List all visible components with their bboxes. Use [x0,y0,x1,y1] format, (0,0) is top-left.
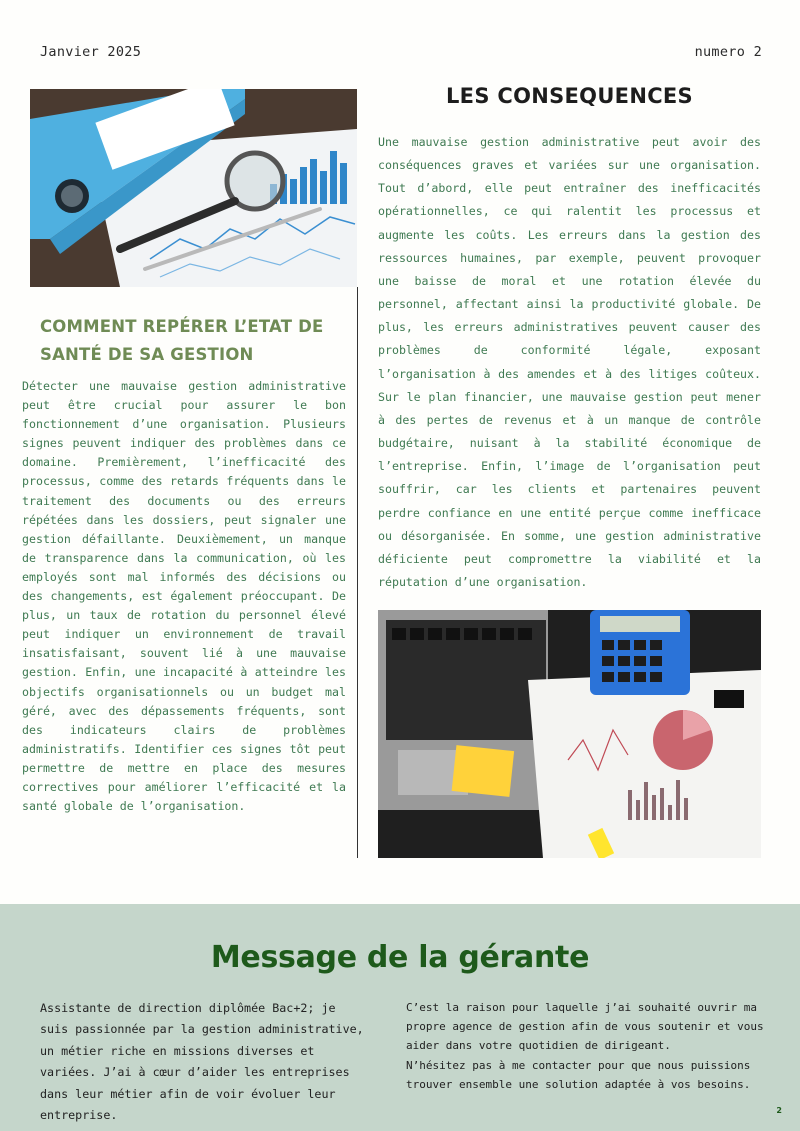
left-section-body: Détecter une mauvaise gestion administrative peut être crucial pour assurer le bon fonctionnement d’une organisation. Plusieurs signes peuvent indiquer des problèmes dans ce domaine. Premièrement, l’inefficacité des processus, comme des retards fréquents dans le traitement des documents ou des erreurs répétées dans les dossiers, peut signaler une gestion défaillante. Deuxièmement, un manque de transparence dans la communication, où les employés sont mal informés des décisions ou des changements, est également préoccupant. De plus, un taux de rotation du personnel élevé peut indiquer un environnement de travail insatisfaisant, souvent lié à une mauvaise gestion. Enfin, une incapacité à atteindre les objectifs organisationnels ou un budget mal géré, avec des dépassements fréquents, sont des indicateurs clairs de problèmes administratifs. Identifier ces signes tôt peut permettre de mettre en place des mesures correctives pour améliorer l’efficacité et la santé globale de l’organisation. [22,379,346,814]
message-right-text [406,998,764,1094]
right-section-title: LES CONSEQUENCES [446,84,693,108]
column-divider [357,287,358,858]
laptop-calculator-photo [378,610,761,858]
message-title: Message de la gérante [210,940,590,975]
message-left-text: Assistante de direction diplômée Bac+2; je suis passionnée par la gestion administrative, un métier riche en missions diverses et variées. J’ai à cœur d’aider les entreprises dans leur métier afin de voir évoluer leur entreprise. [40,1001,364,1123]
left-section-title: COMMENT REPÉRER L’ETAT DE SANTÉ DE SA GESTION [40,317,324,364]
message-right-paragraph-1: C’est la raison pour laquelle j’ai souhaité ouvrir ma propre agence de gestion afin de vous soutenir et vous aider dans votre quotidien de dirigeant. [406,1001,764,1053]
right-section-body: Une mauvaise gestion administrative peut avoir des conséquences graves et variées sur une organisation. Tout d’abord, elle peut entraîner des inefficacités opérationnelles, ce qui ralentit les processus et augmente les coûts. Les erreurs dans la gestion des ressources humaines, par exemple, peuvent provoquer une baisse de moral et une rotation élevée du personnel, affectant ainsi la productivité globale. De plus, les erreurs administratives peuvent causer des problèmes de conformité légale, exposant l’organisation à des amendes et à des litiges coûteux. Sur le plan financier, une mauvaise gestion peut mener à des pertes de revenus et à un manque de contrôle budgétaire, nuisant à la stabilité économique de l’entreprise. Enfin, l’image de l’organisation peut souffrir, car les clients et partenaires peuvent perdre confiance en une entité perçue comme inefficace ou désorganisée. En somme, une gestion administrative déficiente peut compromettre la viabilité et la réputation d’une organisation. [378,135,761,589]
page-number: 2 [776,1106,782,1115]
issue-number: numero 2 [694,44,762,60]
message-right-paragraph-2: N’hésitez pas à me contacter pour que nous puissions trouver ensemble une solution adaptée à vos besoins. [406,1058,751,1091]
issue-date: Janvier 2025 [40,44,142,60]
folder-magnifier-photo [30,89,357,287]
